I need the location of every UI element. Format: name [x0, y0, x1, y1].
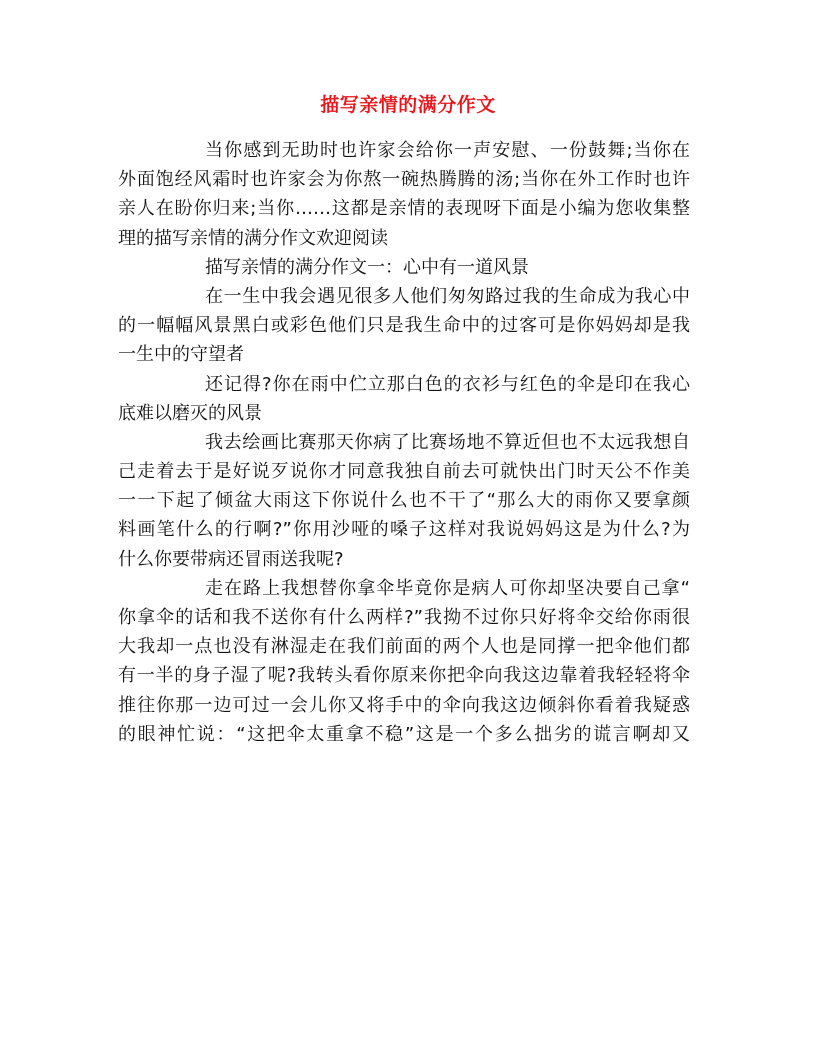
text-line: 推往你那一边可过一会儿你又将手中的伞向我这边倾斜你看着我疑惑: [118, 694, 690, 716]
text-line: 大我却一点也没有淋湿走在我们前面的两个人也是同撑一把伞他们都: [118, 636, 690, 658]
text-line: 还记得?你在雨中伫立那白色的衣衫与红色的伞是印在我心: [205, 373, 690, 395]
text-line: 什么你要带病还冒雨送我呢?: [118, 548, 344, 570]
text-line: 走在路上我想替你拿伞毕竟你是病人可你却坚决要自己拿“: [205, 577, 690, 599]
text-line: 一生中的守望者: [118, 344, 244, 366]
text-line: 理的描写亲情的满分作文欢迎阅读: [118, 227, 388, 249]
text-line: 的一幅幅风景黑白或彩色他们只是我生命中的过客可是你妈妈却是我: [118, 315, 690, 337]
text-line: 你拿伞的话和我不送你有什么两样?”我拗不过你只好将伞交给你雨很: [118, 607, 690, 628]
text-line: 在一生中我会遇见很多人他们匆匆路过我的生命成为我心中: [205, 285, 690, 307]
text-line: 外面饱经风霜时也许家会为你熬一碗热腾腾的汤;当你在外工作时也许: [118, 169, 690, 191]
text-line: 亲人在盼你归来;当你……这都是亲情的表现呀下面是小编为您收集整: [118, 198, 690, 220]
text-line: 料画笔什么的行啊?”你用沙哑的嗓子这样对我说妈妈这是为什么?为: [118, 519, 690, 541]
text-line: 己走着去于是好说歹说你才同意我独自前去可就快出门时天公不作美: [118, 461, 690, 483]
text-line: 描写亲情的满分作文一：心中有一道风景: [205, 256, 529, 278]
text-line: 一一下起了倾盆大雨这下你说什么也不干了“那么大的雨你又要拿颜: [118, 490, 690, 512]
document-title: 描写亲情的满分作文: [320, 94, 496, 116]
text-line: 的眼神忙说：“这把伞太重拿不稳”这是一个多么拙劣的谎言啊却又: [118, 723, 690, 745]
text-line: 有一半的身子湿了呢?我转头看你原来你把伞向我这边靠着我轻轻将伞: [118, 665, 690, 687]
text-line: 我去绘画比赛那天你病了比赛场地不算近但也不太远我想自: [205, 431, 690, 453]
document-body: [118, 136, 690, 749]
text-line: 底难以磨灭的风景: [118, 402, 262, 424]
text-line: 当你感到无助时也许家会给你一声安慰、一份鼓舞;当你在: [205, 140, 690, 161]
